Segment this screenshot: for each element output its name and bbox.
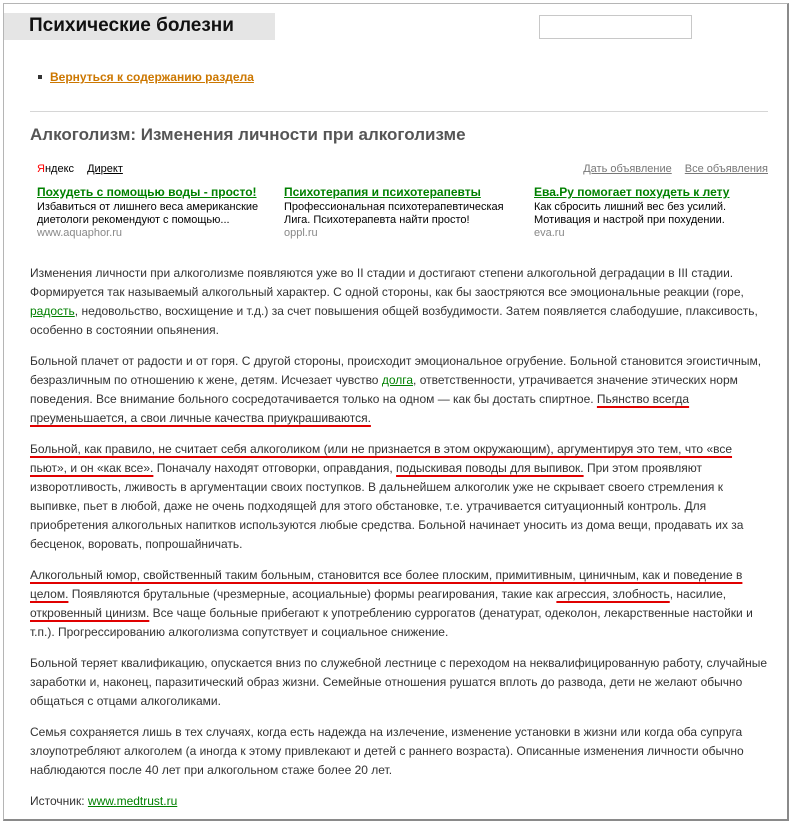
article-body	[30, 264, 770, 823]
highlighted-text: Алкогольный юмор, свойственный таким больным, становится все более плоским, примитивным, циничным, как и поведение в целом.	[30, 568, 743, 601]
bullet-icon	[38, 75, 42, 79]
highlighted-text: агрессия, злобность	[556, 587, 670, 601]
ad-text: Избавиться от лишнего веса американские диетологи рекомендуют с помощью...	[37, 201, 259, 226]
place-ad-link[interactable]: Дать объявление	[583, 163, 672, 175]
ad-title-link[interactable]: Ева.Ру помогает похудеть к лету	[534, 185, 730, 199]
term-link-duty[interactable]: долга	[381, 373, 414, 387]
site-title: Психические болезни	[29, 15, 234, 36]
paragraph: Больной теряет квалификацию, опускается вниз по служебной лестнице с переходом на неквалифицированную работу, случайные заработки и, наконец, паразитический образ жизни. Семейные отношения рушатся вплоть до развода, дети не желают обычно общаться с отцами алкоголиками.	[30, 656, 768, 708]
yandex-logo[interactable]: Яндекс	[37, 163, 74, 175]
highlighted-text: Больной, как правило, не считает себя алкоголиком (или не признается в этом окружающим), аргументируя это тем, что «все пьют», и он «как все».	[30, 442, 733, 475]
source-line: Источник: www.medtrust.ru	[30, 794, 178, 808]
ad-text: Профессиональная психотерапевтическая Лига. Психотерапевта найти просто!	[284, 201, 504, 226]
highlighted-text: откровенный цинизм.	[30, 606, 150, 620]
ad-text: Как сбросить лишний вес без усилий. Мотивация и настрой при похудении.	[534, 201, 727, 226]
paragraph: Больной, как правило, не считает себя алкоголиком (или не признается в этом окружающим), аргументируя это тем, что «все пьют», и он «как все». Поначалу находят отговорки, оправдания, подыскивая поводы для выпивок. При этом проявляют изворотливость, лживость в аргументации своих поступков. В дальнейшем алкоголик уже не скрывает своего стремления к выпивке, пьет в любой, даже не очень подходящей для этого обстановке, т.е. утрачивается ситуационный контроль. Для приобретения алкогольных напитков используются любые средства. Больной начинает уносить из дома вещи, продавать их за бесценок, воровать, попрошайничать.	[30, 442, 744, 551]
ads-header	[37, 163, 768, 177]
term-link-joy[interactable]: радость	[30, 304, 75, 318]
page-title: Алкоголизм: Изменения личности при алкоголизме	[30, 125, 466, 144]
source-link[interactable]: www.medtrust.ru	[87, 794, 178, 808]
ad-url[interactable]: eva.ru	[534, 227, 565, 239]
search-input[interactable]	[539, 15, 692, 39]
ads-links	[573, 163, 768, 175]
ad-url[interactable]: www.aquaphor.ru	[37, 227, 122, 239]
ad-item	[284, 186, 519, 240]
direct-link[interactable]: Директ	[87, 163, 123, 175]
ad-item	[37, 186, 272, 240]
ad-url[interactable]: oppl.ru	[284, 227, 318, 239]
ad-item	[534, 186, 769, 240]
ad-title-link[interactable]: Психотерапия и психотерапевты	[284, 185, 481, 199]
paragraph: Семья сохраняется лишь в тех случаях, когда есть надежда на излечение, изменение установки в жизни или когда оба супруга злоупотребляют алкоголем (а иногда к этому привлекают и детей с раннего возраста). Описанные изменения личности обычно наблюдаются после 40 лет при алкогольном стаже более 20 лет.	[30, 725, 744, 777]
back-nav	[38, 70, 254, 84]
paragraph: Изменения личности при алкоголизме появляются уже во II стадии и достигают степени алкогольной деградации в III стадии. Формируется так называемый алкогольный характер. С одной стороны, как бы заостряются все эмоциональные реакции (горе, радость, недовольство, восхищение и т.д.) за счет повышения общей возбудимости. Затем появляется слабодушие, плаксивость, особенно в состоянии опьянения.	[30, 266, 758, 337]
divider	[30, 111, 768, 112]
highlighted-text: подыскивая поводы для выпивок.	[396, 461, 584, 475]
paragraph: Больной плачет от радости и от горя. С другой стороны, происходит эмоциональное огрубение. Больной становится эгоистичным, безразличным по отношению к жене, детям. Исчезает чувство долга, ответственности, утрачивается значение этических норм поведения. Все внимание больного сосредотачивается только на одном — как бы достать спиртное. Пьянство всегда преуменьшается, а свои личные качества приукрашиваются.	[30, 354, 762, 425]
all-ads-link[interactable]: Все объявления	[684, 163, 768, 175]
highlighted-text: Пьянство всегда преуменьшается, а свои личные качества приукрашиваются.	[30, 392, 690, 425]
ad-title-link[interactable]: Похудеть с помощью воды - просто!	[37, 185, 257, 199]
back-to-section-link[interactable]: Вернуться к содержанию раздела	[50, 70, 254, 84]
paragraph: Алкогольный юмор, свойственный таким больным, становится все более плоским, примитивным, циничным, как и поведение в целом. Появляются брутальные (чрезмерные, асоциальные) формы реагирования, такие как агрессия, злобность, насилие, откровенный цинизм. Все чаще больные прибегают к употреблению суррогатов (денатурат, одеколон, лекарственные настойки и т.п.). Прогрессированию алкоголизма сопутствует и социальное снижение.	[30, 568, 753, 639]
